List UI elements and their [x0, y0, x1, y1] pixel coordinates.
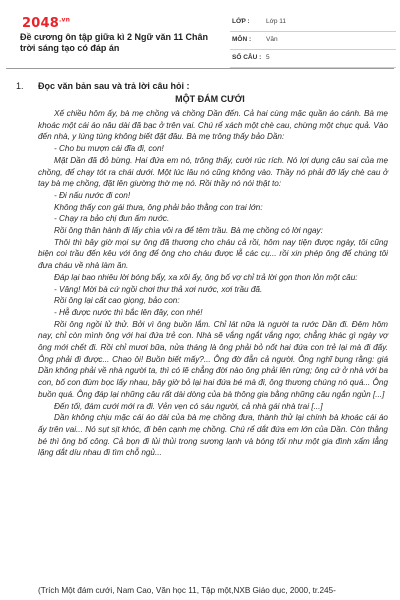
paragraph: Dần không chịu mặc cái áo dài của bà mẹ chồng đưa, thành thử lại chính bà khoác cái áo ấy trên vai... Nó sụt sịt khóc, đi bên cạnh mẹ chồng. Chú rể dắt đứa em lớn của Dần. Còn thằng bé thì ông bố công. Cả bọn đi lủi thủi trong sương lạnh và bóng tối như một gia đình xẩm lẳng lặng dắt díu nhau đi tìm chỗ ngủ...	[38, 413, 388, 458]
logo-suffix: .vn	[58, 16, 71, 24]
meta-row-subject	[230, 32, 396, 50]
document-header	[6, 6, 394, 64]
logo-text: 2048	[22, 16, 59, 31]
meta-table	[230, 14, 396, 68]
paragraph: Không thấy con gái thưa, ông phải bảo thằng con trai lớn:	[54, 202, 263, 212]
paragraph: - Đi nấu nước đi con!	[54, 190, 131, 200]
site-logo[interactable]	[22, 16, 70, 31]
paragraph: Xế chiều hôm ấy, bà mẹ chồng và chồng Dần đến. Cả hai cùng mặc quần áo cánh. Bà mẹ khoác một cái áo nâu dài đã bạc ở trên vai. Chú rể xách một chè cau, chừng một chục quả. Vào đến nhà, y lúng túng không biết đặt đâu. Bà mẹ trông thấy bảo Dần:	[38, 109, 388, 142]
paragraph: Rồi ông lại cất cao giọng, bảo con:	[54, 296, 180, 306]
meta-value: Văn	[266, 36, 278, 43]
paragraph: Rồi ông ngồi lử thử. Bởi vì ông buồn lắm. Chỉ lát nữa là người ta rước Dần đi. Đêm hôm nay, chỉ còn mình ông với hai đứa trẻ con. Nhà sẽ vắng ngắt vắng ngơ, chẳng khác gì ngày vợ ông mới chết đi. Rồi chỉ mươi bữa, nửa tháng là ông phải bỏ nốt hai đứa con trẻ lại mà đi đấy. Ông phải đi được... Chao ôi! Buồn biết mấy?... Ông đờ đẫn cả người. Ông nghĩ bụng rằng: giá Dần không phải về nhà người ta, thì có lẽ chẳng đời nào ông phải lên rừng; ông cứ ở nhà với ba con, bố con đùm bọc lấy nhau, bây giờ bỏ lại hai đứa bé mà đi, ông thương chúng nó quá... Ông buồn quá. Ông đáp lại những câu rất dài dòng của bà thông gia bằng những câu ngắn ngủn [...]	[38, 319, 388, 399]
question-instruction: Đọc văn bản sau và trả lời câu hỏi :	[38, 81, 190, 91]
meta-row-class	[230, 14, 396, 32]
meta-label: SỐ CÂU :	[232, 54, 262, 61]
story-title: MỘT ĐÁM CƯỚI	[175, 94, 245, 104]
paragraph: - Hễ được nước thì bắc lên đây, con nhé!	[54, 307, 203, 317]
meta-label: LỚP :	[232, 18, 250, 25]
paragraph: Mặt Dần đã đỏ bừng. Hai đứa em nó, trông thấy, cười rúc rích. Nó lợi dụng câu sai của mẹ chồng, để chạy tót ra chái dưới. Một lúc lâu nó cũng không vào. Thầy nó phải đỡ lấy chè cau ở tay bà mẹ chồng, đặt lên giường thờ mẹ nó. Rồi thầy nó nói thật to:	[38, 155, 388, 189]
paragraph: Đáp lại bao nhiêu lời bóng bẩy, xa xôi ấy, ông bố vợ chỉ trả lời gọn thon lỏn một câu:	[54, 272, 358, 282]
meta-value: Lớp 11	[266, 18, 287, 25]
meta-label: MÔN :	[232, 36, 252, 43]
meta-row-question-count	[230, 50, 396, 68]
paragraph: - Vâng! Mời bà cứ ngồi chơi thư thả xơi nước, xơi trầu đã.	[54, 284, 263, 294]
paragraph: Rồi ông thân hành đi lấy chìa vôi ra để têm trầu. Bà mẹ chồng có lời ngay:	[54, 226, 323, 236]
paragraph: - Chạy ra bảo chị đun ấm nước.	[54, 214, 170, 224]
story-text	[38, 108, 388, 459]
source-citation: (Trích Một đám cưới, Nam Cao, Văn học 11, Tập một,NXB Giáo dục, 2000, tr.245-	[38, 586, 336, 595]
paragraph: Thôi thì bây giờ mọi sự ông đã thương cho cháu cả rồi, hôm nay tiện được ngày, tôi cũng biện coi trầu đến kêu với ông để ông cho cháu được lễ các cụ... rồi xin phép ông để chúng tôi đưa cháu về nhà làm ăn.	[38, 237, 388, 271]
paragraph: Đến tối, đám cưới mới ra đi. Vẻn vẹn có sáu người, cả nhà gái nhà trai [...]	[54, 401, 323, 411]
meta-value: 5	[266, 54, 270, 61]
question-number: 1.	[16, 81, 24, 91]
header-divider	[6, 68, 394, 69]
document-title: Đề cương ôn tập giữa kì 2 Ngữ văn 11 Chân trời sáng tạo có đáp án	[20, 32, 208, 53]
paragraph: - Cho bu mượn cái đĩa đi, con!	[54, 144, 164, 154]
